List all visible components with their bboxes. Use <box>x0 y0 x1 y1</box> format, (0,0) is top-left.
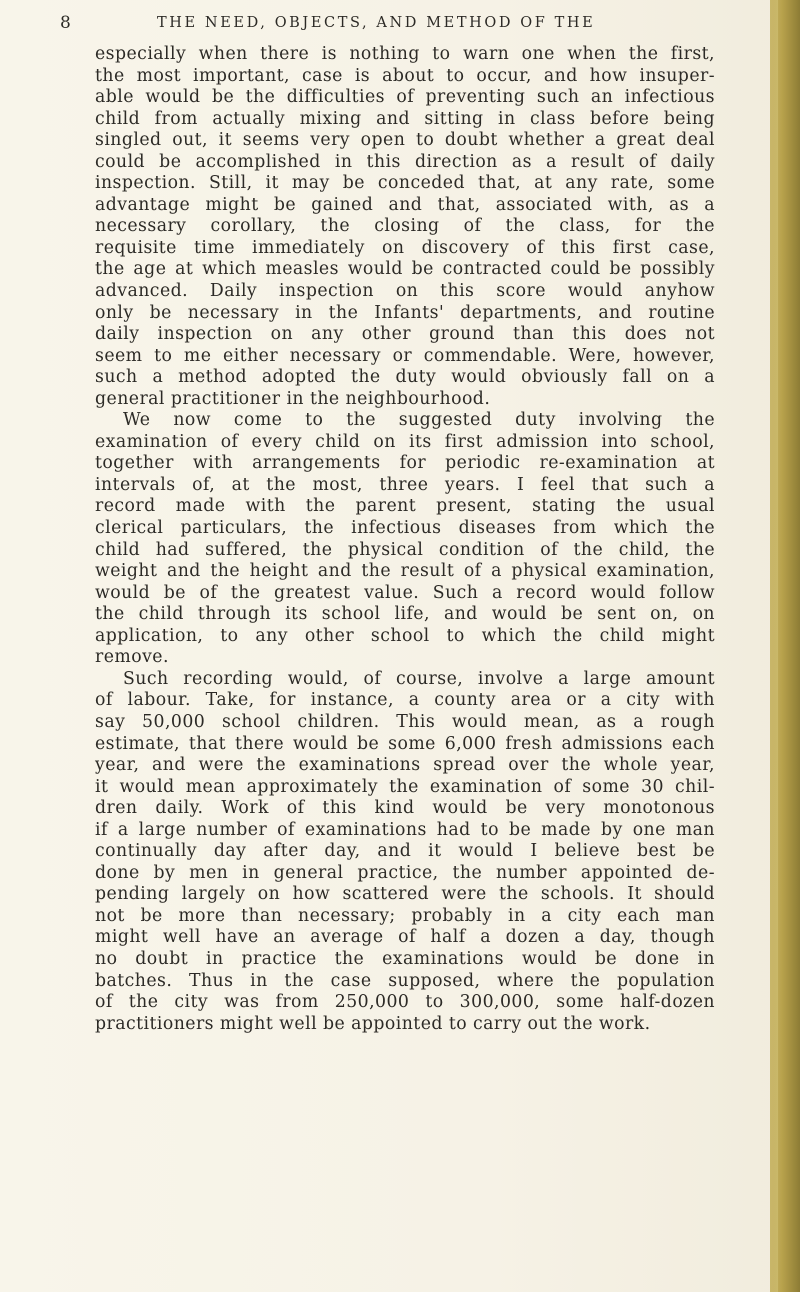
text-line: would be of the greatest value. Such a record would follow <box>95 582 715 603</box>
text-line: of labour. Take, for instance, a county area or a city with <box>95 690 715 711</box>
text-line: batches. Thus in the case supposed, where the population <box>95 970 715 991</box>
paragraph-start-line: We now come to the suggested duty involving the <box>123 410 715 431</box>
text-line: necessary corollary, the closing of the class, for the <box>95 216 715 237</box>
text-line: record made with the parent present, stating the usual <box>95 496 715 517</box>
text-line: requisite time immediately on discovery of this first case, <box>95 237 715 258</box>
text-line: advantage might be gained and that, associated with, as a <box>95 194 715 215</box>
text-line: together with arrangements for periodic re-examination at <box>95 453 715 474</box>
text-line: if a large number of examinations had to be made by one man <box>95 819 715 840</box>
page-edge-highlight <box>770 0 778 1292</box>
page-number: 8 <box>60 13 71 33</box>
text-line: seem to me either necessary or commendable. Were, however, <box>95 345 715 366</box>
text-line: might well have an average of half a dozen a day, though <box>95 927 715 948</box>
text-line: of the city was from 250,000 to 300,000, some half-dozen <box>95 992 715 1013</box>
text-line: not be more than necessary; probably in a city each man <box>95 905 715 926</box>
text-line: child from actually mixing and sitting in class before being <box>95 108 715 129</box>
text-line: it would mean approximately the examination of some 30 chil- <box>95 776 715 797</box>
text-line: daily inspection on any other ground than this does not <box>95 324 715 345</box>
text-line: pending largely on how scattered were the schools. It should <box>95 884 715 905</box>
running-head: THE NEED, OBJECTS, AND METHOD OF THE <box>157 15 596 31</box>
page-header <box>60 13 740 35</box>
text-line: weight and the height and the result of a physical examination, <box>95 561 715 582</box>
text-line: clerical particulars, the infectious diseases from which the <box>95 518 715 539</box>
text-line: only be necessary in the Infants' departments, and routine <box>95 302 715 323</box>
paragraph-start-line: Such recording would, of course, involve a large amount <box>123 668 715 689</box>
text-line: the age at which measles would be contracted could be possibly <box>95 259 715 280</box>
text-line: application, to any other school to which the child might <box>95 625 715 646</box>
text-line: able would be the difficulties of preventing such an infectious <box>95 87 715 108</box>
text-line: remove. <box>95 647 169 668</box>
text-line: done by men in general practice, the number appointed de- <box>95 862 715 883</box>
text-line: say 50,000 school children. This would mean, as a rough <box>95 711 715 732</box>
text-line: advanced. Daily inspection on this score would anyhow <box>95 281 715 302</box>
text-line: practitioners might well be appointed to carry out the work. <box>95 1013 651 1034</box>
text-line: the most important, case is about to occur, and how insuper- <box>95 65 715 86</box>
text-line: examination of every child on its first admission into school, <box>95 431 715 452</box>
body-text <box>95 44 715 1035</box>
text-line: no doubt in practice the examinations would be done in <box>95 948 715 969</box>
text-line: continually day after day, and it would I believe best be <box>95 841 715 862</box>
text-line: singled out, it seems very open to doubt whether a great deal <box>95 130 715 151</box>
text-line: intervals of, at the most, three years. I feel that such a <box>95 474 715 495</box>
text-line: child had suffered, the physical condition of the child, the <box>95 539 715 560</box>
text-line: estimate, that there would be some 6,000 fresh admissions each <box>95 733 715 754</box>
text-line: could be accomplished in this direction as a result of daily <box>95 151 715 172</box>
text-line: inspection. Still, it may be conceded that, at any rate, some <box>95 173 715 194</box>
text-line: year, and were the examinations spread over the whole year, <box>95 755 715 776</box>
text-line: general practitioner in the neighbourhood. <box>95 388 491 409</box>
text-line: especially when there is nothing to warn one when the first, <box>95 44 715 64</box>
text-line: the child through its school life, and would be sent on, on <box>95 604 715 625</box>
text-line: dren daily. Work of this kind would be very monotonous <box>95 798 715 819</box>
text-line: such a method adopted the duty would obviously fall on a <box>95 367 715 388</box>
